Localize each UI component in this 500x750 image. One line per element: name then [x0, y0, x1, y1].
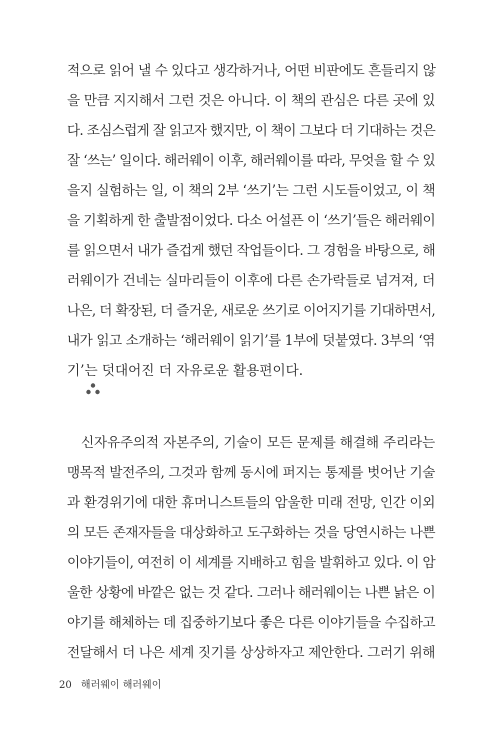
running-title: 해러웨이 해러웨이 [80, 680, 162, 691]
text-line: 다. 조심스럽게 잘 읽고자 했지만, 이 책이 그보다 더 기대하는 것은 [67, 123, 435, 139]
text-line: 맹목적 발전주의, 그것과 함께 동시에 퍼지는 통제를 벗어난 기술 [67, 465, 436, 481]
text-line: 이야기들이, 여전히 이 세계를 지배하고 힘을 발휘하고 있다. 이 암 [67, 555, 435, 571]
text-line: 러웨이가 건네는 실마리들이 이후에 다른 손가락들로 넘겨져, 더 [67, 273, 435, 289]
text-line: 울한 상황에 바깥은 없는 것 같다. 그러나 해러웨이는 나쁜 낡은 이 [67, 585, 435, 601]
text-line: 적으로 읽어 낼 수 있다고 생각하거나, 어떤 비판에도 흔들리지 않 [67, 63, 436, 79]
paragraph-1 [67, 56, 435, 386]
text-line: 을지 실험하는 일, 이 책의 2부 ‘쓰기’는 그런 시도들이었고, 이 책 [67, 183, 435, 199]
text-line: 내가 읽고 소개하는 ‘해러웨이 읽기’를 1부에 덧붙였다. 3부의 ‘엮 [67, 333, 435, 349]
text-line: 신자유주의적 자본주의, 기술이 모든 문제를 해결해 주리라는 [81, 435, 435, 451]
section-divider-ornament [85, 382, 101, 396]
text-line: 기’는 덧대어진 더 자유로운 활용편이다. [67, 363, 304, 379]
text-line: 야기를 해체하는 데 집중하기보다 좋은 다른 이야기들을 수집하고 [67, 615, 435, 631]
text-line: 을 만큼 지지해서 그런 것은 아니다. 이 책의 관심은 다른 곳에 있 [67, 93, 435, 109]
text-line: 나은, 더 확장된, 더 즐거운, 새로운 쓰기로 이어지기를 기대하면서, [67, 303, 435, 319]
text-line: 과 환경위기에 대한 휴머니스트들의 암울한 미래 전망, 인간 이외 [67, 495, 436, 511]
text-line: 를 읽으면서 내가 즐겁게 했던 작업들이다. 그 경험을 바탕으로, 해 [67, 243, 435, 259]
paragraph-2 [67, 428, 435, 668]
page-footer [59, 679, 161, 693]
text-line: 전달해서 더 나은 세계 짓기를 상상하자고 제안한다. 그러기 위해 [67, 645, 436, 661]
text-line: 의 모든 존재자들을 대상화하고 도구화하는 것을 당연시하는 나쁜 [67, 525, 435, 541]
text-line: 잘 ‘쓰는’ 일이다. 해러웨이 이후, 해러웨이를 따라, 무엇을 할 수 있 [67, 153, 435, 169]
page-number: 20 [59, 680, 72, 691]
text-line: 을 기획하게 한 출발점이었다. 다소 어설픈 이 ‘쓰기’들은 해러웨이 [67, 213, 435, 229]
